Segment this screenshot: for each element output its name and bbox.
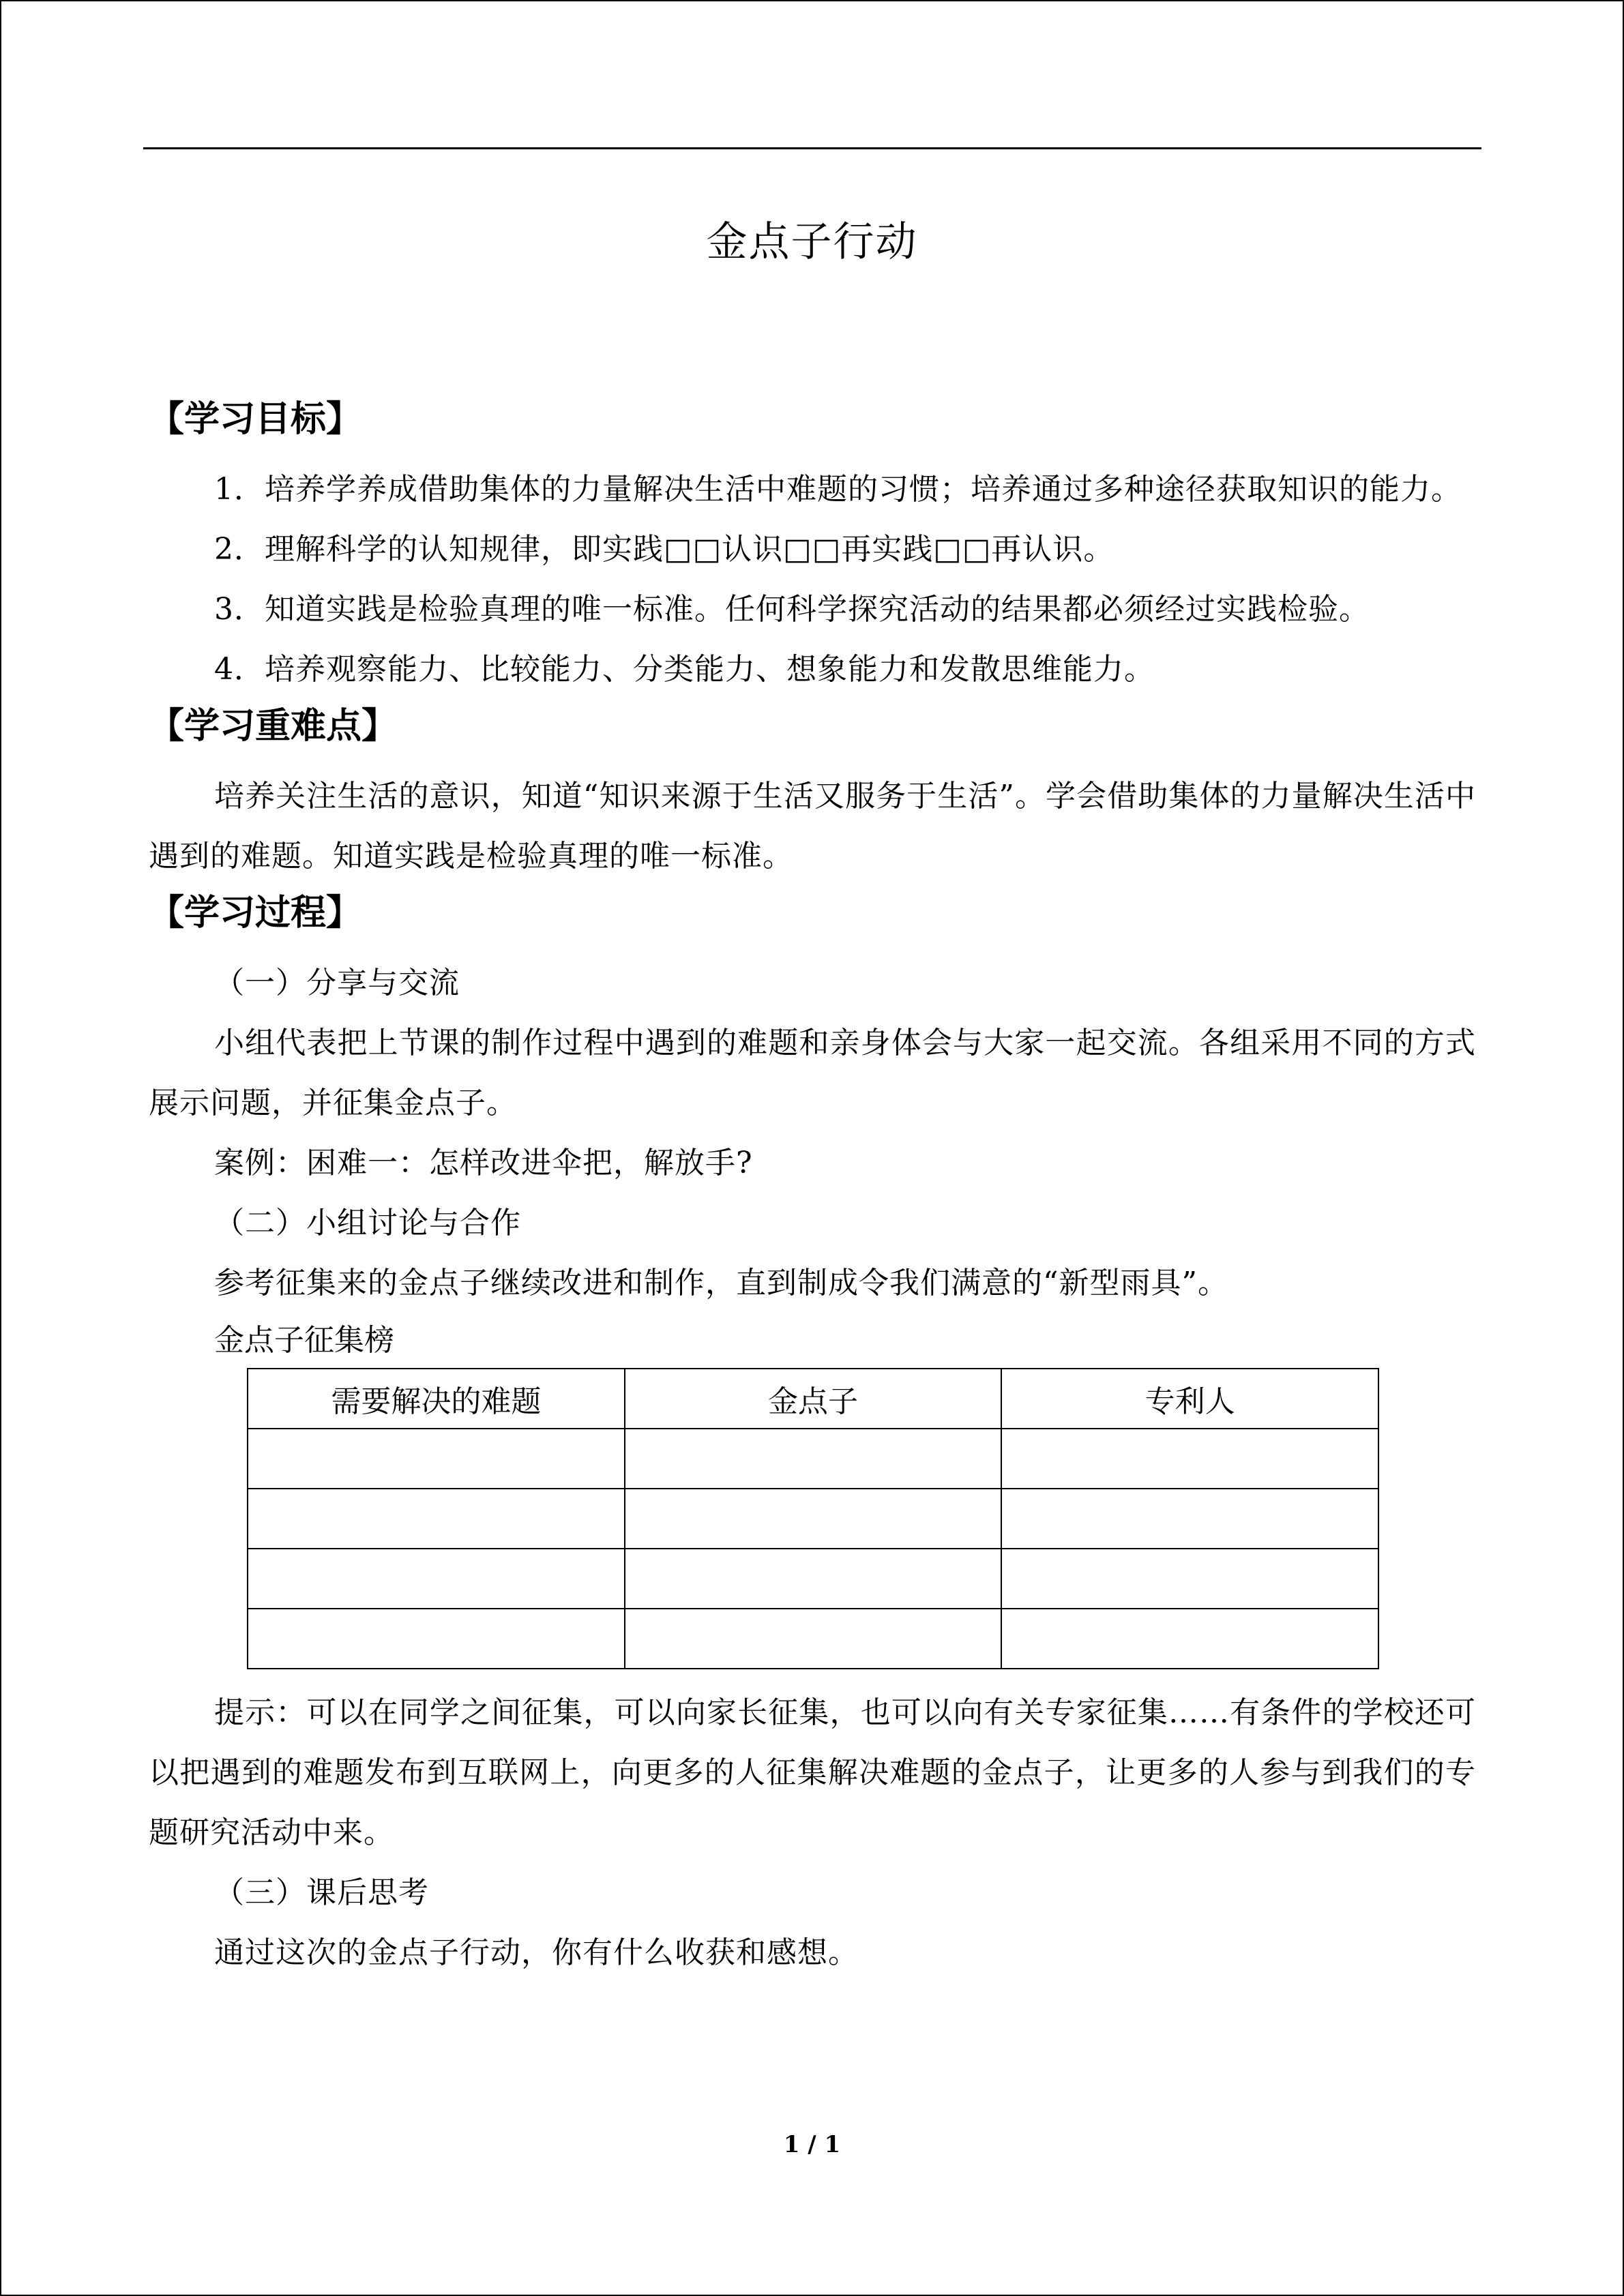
table-row — [248, 1549, 1378, 1609]
document-body — [149, 396, 1476, 1983]
table-header-row — [248, 1369, 1378, 1429]
part1-title: （一）分享与交流 — [214, 966, 460, 1000]
table-cell — [248, 1609, 625, 1669]
key-points-text: 培养关注生活的意识，知道“知识来源于生活又服务于生活”。学会借助集体的力量解决生活中遇到的难题。知道实践是检验真理的唯一标准。 — [149, 779, 1476, 874]
part3-title: （三）课后思考 — [214, 1875, 429, 1910]
table-row — [248, 1429, 1378, 1489]
table-cell — [1001, 1609, 1378, 1669]
header-patent-holder: 专利人 — [1001, 1369, 1378, 1429]
part3-text: 通过这次的金点子行动，你有什么收获和感想。 — [214, 1935, 859, 1970]
table-cell — [1001, 1549, 1378, 1609]
case-text: 案例：困难一：怎样改进伞把，解放手? — [214, 1146, 753, 1180]
table-cell — [625, 1549, 1002, 1609]
table-cell — [625, 1609, 1002, 1669]
table-cell — [1001, 1489, 1378, 1549]
hint-text: 提示：可以在同学之间征集，可以向家长征集，也可以向有关专家征集……有条件的学校还可以把遇到的难题发布到互联网上，向更多的人征集解决难题的金点子，让更多的人参与到我们的专题研究活动中来。 — [149, 1695, 1476, 1850]
document-title: 金点子行动 — [706, 218, 918, 266]
table-cell — [1001, 1429, 1378, 1489]
table-cell — [248, 1429, 625, 1489]
part2-text: 参考征集来的金点子继续改进和制作，直到制成令我们满意的“新型雨具”。 — [214, 1266, 1228, 1300]
heading-learning-goals: 【学习目标】 — [149, 399, 362, 440]
heading-learning-process: 【学习过程】 — [149, 893, 362, 934]
part1-text: 小组代表把上节课的制作过程中遇到的难题和亲身体会与大家一起交流。各组采用不同的方式展示问题，并征集金点子。 — [149, 1026, 1476, 1120]
goal-item-4: 4．培养观察能力、比较能力、分类能力、想象能力和发散思维能力。 — [214, 652, 1155, 687]
page-number: 1 / 1 — [783, 2131, 841, 2158]
table-cell — [625, 1429, 1002, 1489]
table-row — [248, 1609, 1378, 1669]
header-rule — [143, 147, 1481, 149]
part2-title: （二）小组讨论与合作 — [214, 1206, 521, 1240]
table-cell — [625, 1489, 1002, 1549]
goal-item-2: 2．理解科学的认知规律，即实践□□认识□□再实践□□再认识。 — [214, 532, 1114, 567]
header-idea: 金点子 — [625, 1369, 1002, 1429]
table-cell — [248, 1549, 625, 1609]
goal-item-3: 3．知道实践是检验真理的唯一标准。任何科学探究活动的结果都必须经过实践检验。 — [214, 592, 1370, 627]
table-cell — [248, 1489, 625, 1549]
table-caption: 金点子征集榜 — [214, 1323, 394, 1358]
header-problem: 需要解决的难题 — [248, 1369, 625, 1429]
table-row — [248, 1489, 1378, 1549]
goal-item-1: 1．培养学养成借助集体的力量解决生活中难题的习惯；培养通过多种途径获取知识的能力。 — [214, 472, 1462, 507]
heading-key-points: 【学习重难点】 — [149, 706, 398, 747]
ideas-table — [247, 1368, 1379, 1669]
